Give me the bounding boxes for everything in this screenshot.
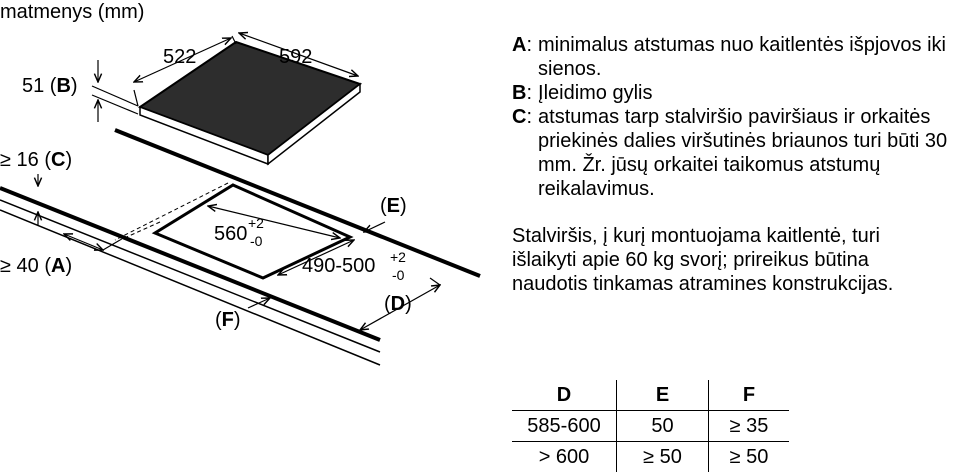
dim-length-label: 592 [279, 46, 313, 68]
cut-depth-tol-down: -0 [392, 267, 405, 283]
table-row [512, 411, 789, 442]
dim-a-label: ≥ 40 (A) [0, 255, 73, 277]
table-row [512, 442, 789, 473]
table-header: F [709, 380, 790, 411]
dimension-table [512, 380, 789, 472]
label-f: (F) [215, 309, 241, 331]
table-header-row [512, 380, 789, 411]
note-a: A : minimalus atstumas nuo kaitlentės išpjovos iki sienos. [512, 33, 962, 81]
note-text: minimalus atstumas nuo kaitlentės išpjovos iki sienos. [538, 34, 946, 80]
note-text: Įleidimo gylis [538, 82, 653, 104]
note-text: atstumas tarp stalviršio paviršiaus ir orkaitės priekinės dalies viršutinės briaunos turi būti 30 mm. Žr. jūsų orkaitei taikomus atstumų reikalavimus. [538, 106, 948, 200]
note-key: A [512, 34, 527, 56]
table-cell: ≥ 35 [709, 411, 790, 442]
weight-paragraph: Stalviršis, į kurį montuojama kaitlentė, turi išlaikyti apie 60 kg svorį; prireikus būtina naudotis tinkamas atramines konstrukcijas. [512, 225, 894, 295]
table-header: E [617, 380, 709, 411]
label-e: (E) [380, 195, 407, 217]
cut-depth-tol-up: +2 [390, 249, 406, 265]
cut-width-tol-up: +2 [248, 215, 264, 231]
table-cell: ≥ 50 [709, 442, 790, 473]
dim-depth-label: 51 (B) [22, 75, 78, 97]
note-key: C [512, 106, 527, 128]
legend-notes [512, 33, 962, 201]
note-b: B : Įleidimo gylis [512, 81, 962, 105]
note-c: C : atstumas tarp stalviršio paviršiaus ir orkaitės priekinės dalies viršutinės briaunos turi būti 30 mm. Žr. jūsų orkaitei taikomus atstumų reikalavimus. [512, 105, 962, 201]
label-d: (D) [384, 293, 412, 315]
table-cell: > 600 [512, 442, 617, 473]
table-header: D [556, 383, 572, 406]
note-key: B [512, 82, 527, 104]
cut-width-tol-down: -0 [250, 233, 263, 249]
table-cell: ≥ 50 [617, 442, 709, 473]
units-label: matmenys (mm) [0, 1, 145, 23]
dim-c-label: ≥ 16 (C) [0, 149, 73, 171]
cut-width-label: 560 [214, 223, 248, 245]
cut-depth-label: 490-500 [302, 255, 376, 277]
table-cell: 50 [617, 411, 709, 442]
table-cell: 585-600 [512, 411, 617, 442]
dim-width-label: 522 [163, 46, 197, 68]
